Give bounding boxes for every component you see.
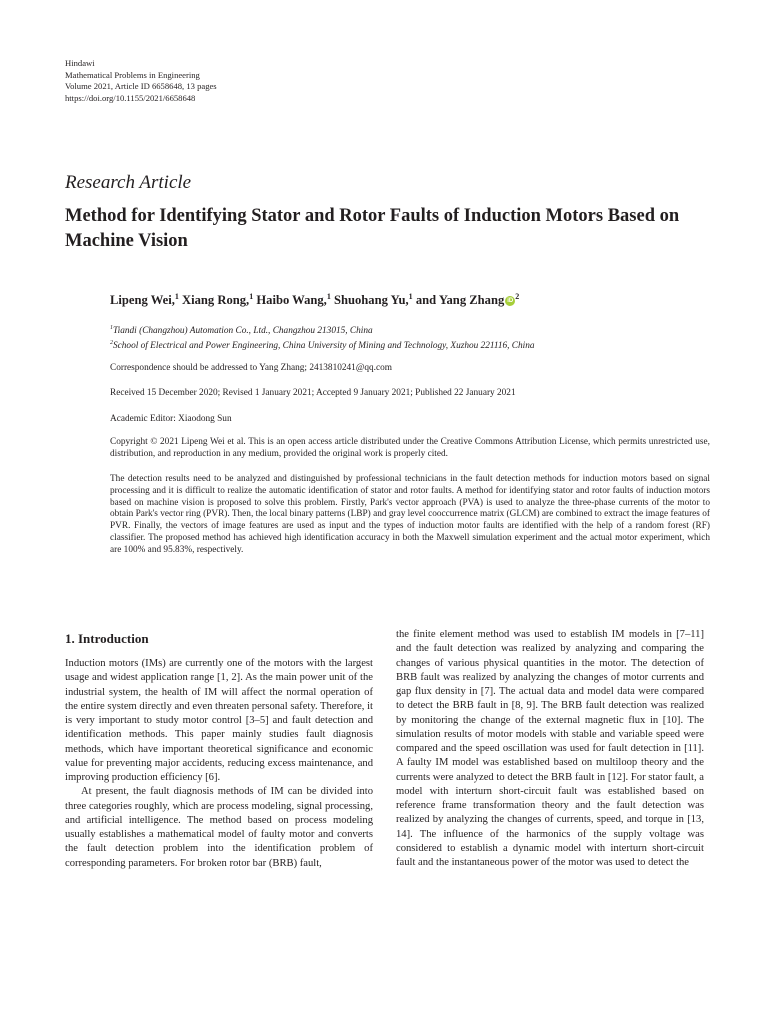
author-list [110,292,519,308]
correspondence: Correspondence should be addressed to Yang Zhang; 2413810241@qq.com [110,363,393,373]
author-name[interactable]: Lipeng Wei, [110,293,175,308]
body-paragraph: the finite element method was used to establish IM models in [7–11] and the fault detection was realized by analyzing and comparing the changes of various physical quantities in the motor. The detection of BRB fault was realized by analyzing the changes of motor currents and gap flux density in [7]. The actual data and model data were compared to detect the BRB fault in [8, 9]. The BRB fault detection was realized by monitoring the change of the external magnetic flux in [10]. The simulation results of motor models with stable and variable speed were compared and the speed oscillation was used for fault detection in [11]. A faulty IM model was established based on multiloop theory and the currents were analyzed to detect the BRB fault in [12]. For stator fault, a model with interturn short-circuit fault was established based on reference frame transformation theory and the fault detection was realized by analyzing the changes of currents, speed, and torque in [13, 14]. The influence of the harmonics of the supply voltage was considered to establish a dynamic model with interturn short-circuit fault and the instantaneous power of the motor was used to detect the [396,629,704,868]
volume-info: Volume 2021, Article ID 6658648, 13 pages [65,81,217,91]
author-name[interactable]: Shuohang Yu, [333,293,409,308]
academic-editor: Academic Editor: Xiaodong Sun [110,414,232,424]
affiliations [110,322,710,352]
affiliation-item [110,337,710,352]
author-name[interactable]: and Yang Zhang [415,293,505,308]
journal-name: Mathematical Problems in Engineering [65,69,200,80]
affiliation-marker: 1 [408,292,413,301]
author-name[interactable]: Haibo Wang, [256,293,327,308]
affiliation-marker: 1 [174,292,179,301]
article-type: Research Article [65,172,192,193]
affiliation-number: 1 [110,325,113,331]
affiliation-marker: 1 [326,292,331,301]
body-column-left [65,657,373,871]
body-paragraph: At present, the fault diagnosis methods of IM can be divided into three categories roughly, which are process modeling, signal processing, and artificial intelligence. The method based on process modeling usually establishes a mathematical model of faulty motor and converts the fault detection problem into the identification problem of corresponding parameters. For broken rotor bar (BRB) fault, [65,786,373,869]
body-column-right [396,628,704,870]
copyright-notice: Copyright © 2021 Lipeng Wei et al. This is an open access article distributed under the Creative Commons Attribution License, which permits unrestricted use, distribution, and reproduction in any medium, provided the original work is properly cited. [110,437,710,459]
affiliation-number: 2 [110,340,113,347]
author-name[interactable]: Xiang Rong, [182,293,250,308]
affiliation-text: School of Electrical and Power Engineering, China University of Mining and Technology, Xuzhou 221116, China [113,341,535,352]
affiliation-item [110,322,710,337]
section-heading: 1. Introduction [65,631,149,646]
affiliation-marker: 2 [515,292,520,301]
affiliation-text: Tiandi (Changzhou) Automation Co., Ltd., Changzhou 213015, China [113,326,373,337]
journal-header [65,58,217,104]
orcid-icon[interactable]: iD [507,298,514,305]
publication-dates: Received 15 December 2020; Revised 1 January 2021; Accepted 9 January 2021; Published 22 January 2021 [110,388,516,398]
abstract: The detection results need to be analyzed and distinguished by professional technicians in the fault detection methods for induction motors based on signal processing and it is difficult to realize the automatic identification of stator and rotor faults. A method for identifying stator and rotor faults of induction motors based on machine vision is proposed to solve this problem. Firstly, Park's vector approach (PVA) is used to analyze the three-phase currents of the motor to obtain Park's vector ring (PVR). Then, the local binary patterns (LBP) and gray level cooccurrence matrix (GLCM) are combined to extract the image features of PVR. Finally, the vectors of image features are used as input and the types of induction motor faults are identified with the help of a random forest (RF) classifier. The proposed method has achieved high identification accuracy in both the Maxwell simulation experiment and the actual motor experiment, which are 100% and 95.83%, respectively. [110,474,710,555]
doi-link[interactable]: https://doi.org/10.1155/2021/6658648 [65,92,196,103]
affiliation-marker: 1 [249,292,254,301]
body-paragraph: Induction motors (IMs) are currently one of the motors with the largest usage and widest application range [1, 2]. As the main power unit of the industrial system, the health of IM will affect the normal operation of the entire system directly and even threaten personal safety. Therefore, it is very important to study motor control [3–5] and fault detection and identification methods. This paper mainly studies fault diagnosis methods, which have important theoretical significance and economic value for preventing major accidents, reducing excess maintenance, and improving production efficiency [6]. [65,658,373,783]
publisher-name: Hindawi [65,58,95,68]
paper-title: Method for Identifying Stator and Rotor Faults of Induction Motors Based on Machine Vision [65,206,680,251]
